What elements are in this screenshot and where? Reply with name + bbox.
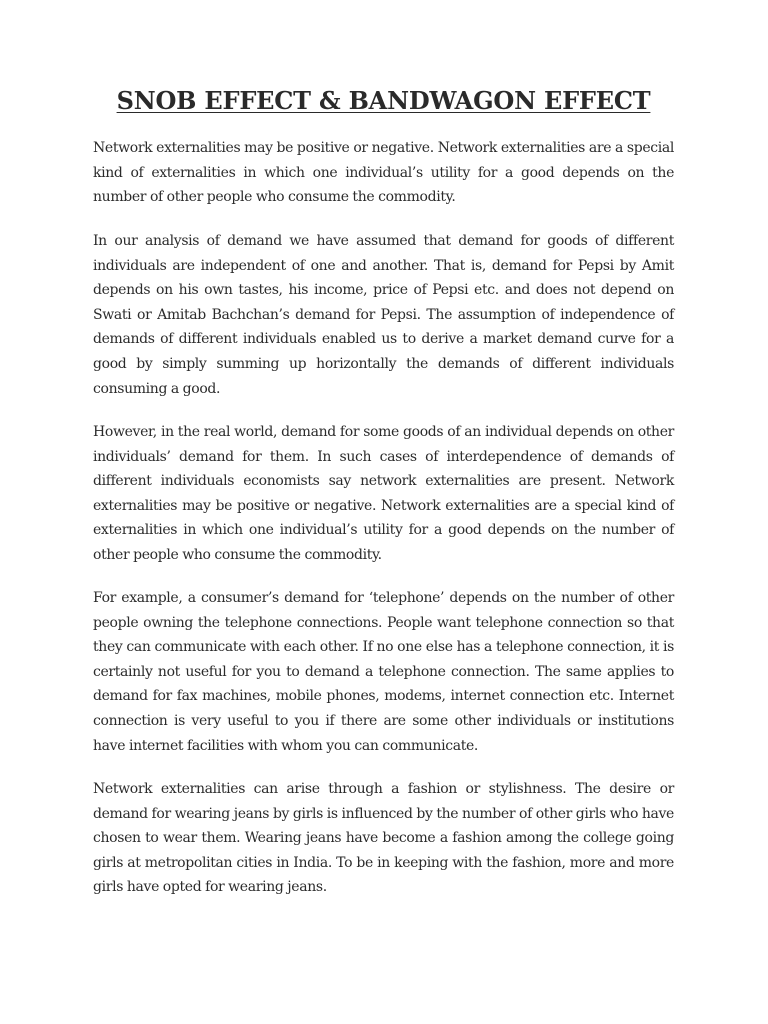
paragraph-5: Network externalities can arise through a fashion or stylishness. The desire or demand for wearing jeans by girls is influenced by the number of other girls who have chosen to wear them. Wearing jeans have become a fashion among the college going girls at metropolitan cities in India. To be in keeping with the fashion, more and more girls have opted for wearing jeans.	[93, 781, 674, 896]
paragraph-3: However, in the real world, demand for some goods of an individual depends on other individuals’ demand for them. In such cases of interdependence of demands of different individuals economists say network externalities are present. Network externalities may be positive or negative. Network externalities are a special kind of externalities in which one individual’s utility for a good depends on the number of other people who consume the commodity.	[93, 424, 674, 563]
paragraph-1: Network externalities may be positive or negative. Network externalities are a special kind of externalities in which one individual’s utility for a good depends on the number of other people who consume the commodity.	[93, 140, 674, 206]
paragraph-4: For example, a consumer’s demand for ‘telephone’ depends on the number of other people owning the telephone connections. People want telephone connection so that they can communicate with each other. If no one else has a telephone connection, it is certainly not useful for you to demand a telephone connection. The same applies to demand for fax machines, mobile phones, modems, internet connection etc. Internet connection is very useful to you if there are some other individuals or institutions have internet facilities with whom you can communicate.	[93, 590, 674, 754]
document-title: SNOB EFFECT & BANDWAGON EFFECT	[116, 86, 651, 115]
paragraph-2: In our analysis of demand we have assumed that demand for goods of different individuals are independent of one and another. That is, demand for Pepsi by Amit depends on his own tastes, his income, price of Pepsi etc. and does not depend on Swati or Amitab Bachchan’s demand for Pepsi. The assumption of independence of demands of different individuals enabled us to derive a market demand curve for a good by simply summing up horizontally the demands of different individuals consuming a good.	[93, 233, 674, 397]
